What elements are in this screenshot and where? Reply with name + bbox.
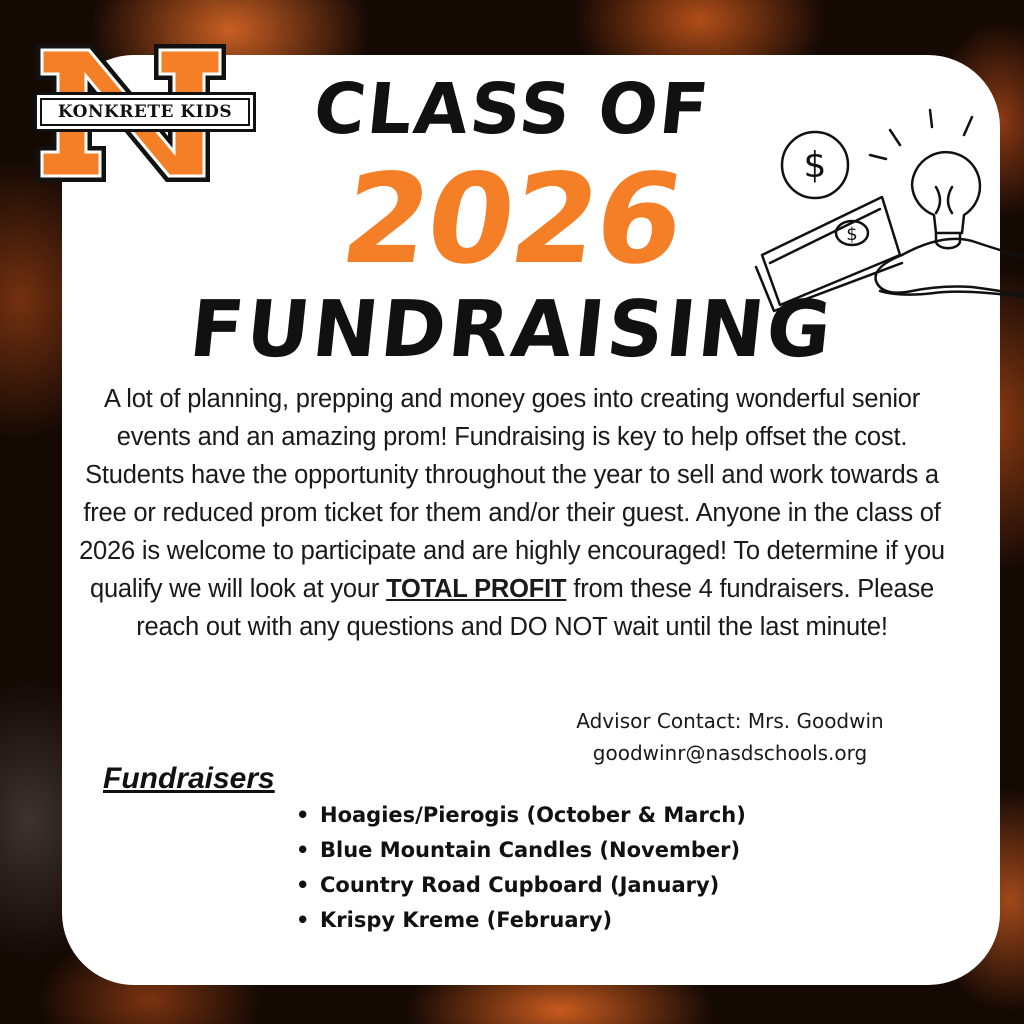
fundraisers-list [296, 798, 746, 938]
list-item: • Blue Mountain Candles (November) [296, 833, 746, 868]
svg-text:$: $ [846, 224, 858, 245]
logo-banner: KONKRETE KIDS [34, 92, 256, 132]
list-item: • Krispy Kreme (February) [296, 903, 746, 938]
headline-class-of: CLASS OF [309, 68, 715, 150]
svg-text:$: $ [803, 145, 827, 186]
money-hand-lightbulb-icon [752, 105, 1024, 325]
list-item: • Country Road Cupboard (January) [296, 868, 746, 903]
advisor-name: Advisor Contact: Mrs. Goodwin [576, 709, 884, 733]
headline-fundraising: FUNDRAISING [185, 285, 839, 375]
intro-paragraph [70, 380, 954, 646]
fundraisers-heading: Fundraisers [103, 762, 275, 795]
total-profit-emphasis: TOTAL PROFIT [386, 575, 567, 603]
advisor-contact [520, 705, 940, 769]
intro-text-part1: A lot of planning, prepping and money goes into creating wonderful senior events and an amazing prom! Fundraising is key to help offset the cost. Students have the opportunity throughout the year to sell and work towards a free or reduced prom ticket for them and/or their guest. Anyone in the class of 2026 is welcome to participate and are highly encouraged! To determine if you qualify we will look at your [79, 385, 945, 603]
intro-text-part2: from these 4 fundraisers. Please reach out with any questions and DO NOT wait until the last minute! [136, 575, 935, 641]
advisor-email: goodwinr@nasdschools.org [592, 741, 868, 765]
list-item: • Hoagies/Pierogis (October & March) [296, 798, 746, 833]
headline-year: 2026 [333, 148, 691, 292]
